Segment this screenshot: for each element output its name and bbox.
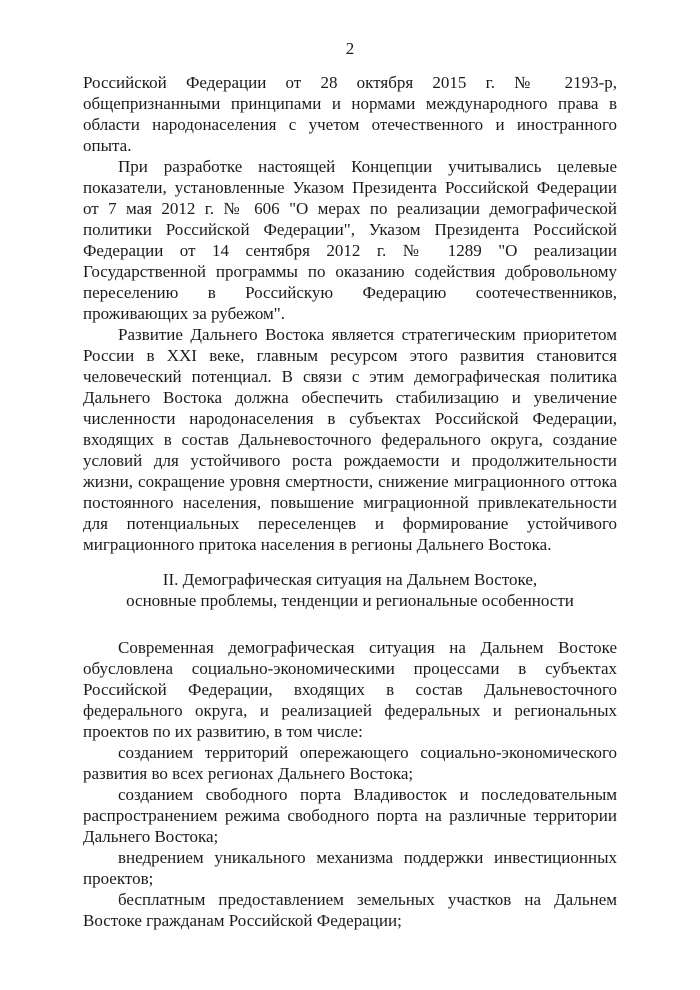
paragraph-continuation: Российской Федерации от 28 октября 2015 г. № 2193-р, общепризнанными принципами и нормами международного права в области народонаселения с учетом отечественного и иностранного опыта. <box>83 73 617 155</box>
paragraph-current-situation: Современная демографическая ситуация на Дальнем Востоке обусловлена социально-экономическими процессами в субъектах Российской Федерации, входящих в состав Дальневосточного федерального округа, и реализацией федеральных и региональных проектов по их развитию, в том числе: <box>83 638 617 741</box>
list-item-tor: созданием территорий опережающего социально-экономического развития во всех регионах Дальнего Востока; <box>83 743 617 783</box>
list-item-free-land: бесплатным предоставлением земельных участков на Дальнем Востоке гражданам Российской Федерации; <box>83 890 617 930</box>
list-item-free-port: созданием свободного порта Владивосток и последовательным распространением режима свободного порта на различные территории Дальнего Востока; <box>83 785 617 846</box>
page-number: 2 <box>345 39 355 58</box>
section-heading-line1: II. Демографическая ситуация на Дальнем Востоке, <box>162 570 538 589</box>
section-heading <box>83 569 617 611</box>
list-item-investment-support: внедрением уникального механизма поддержки инвестиционных проектов; <box>83 848 617 888</box>
paragraph-targets: При разработке настоящей Концепции учитывались целевые показатели, установленные Указом Президента Российской Федерации от 7 мая 2012 г. № 606 "О мерах по реализации демографической политики Российской Федерации", Указом Президента Российской Федерации от 14 сентября 2012 г. № 1289 "О реализации Государственной программы по оказанию содействия добровольному переселению в Российскую Федерацию соотечественников, проживающих за рубежом". <box>83 157 617 323</box>
paragraph-far-east-priority: Развитие Дальнего Востока является стратегическим приоритетом России в XXI веке, главным ресурсом этого развития становится человеческий потенциал. В связи с этим демографическая политика Дальнего Востока должна обеспечить стабилизацию и увеличение численности народонаселения в субъектах Российской Федерации, входящих в состав Дальневосточного федерального округа, создание условий для устойчивого роста рождаемости и продолжительности жизни, сокращение уровня смертности, снижение миграционного оттока постоянного населения, повышение миграционной привлекательности для потенциальных переселенцев и формирование устойчивого миграционного притока населения в регионы Дальнего Востока. <box>83 325 617 554</box>
section-heading-line2: основные проблемы, тенденции и региональные особенности <box>126 591 574 610</box>
